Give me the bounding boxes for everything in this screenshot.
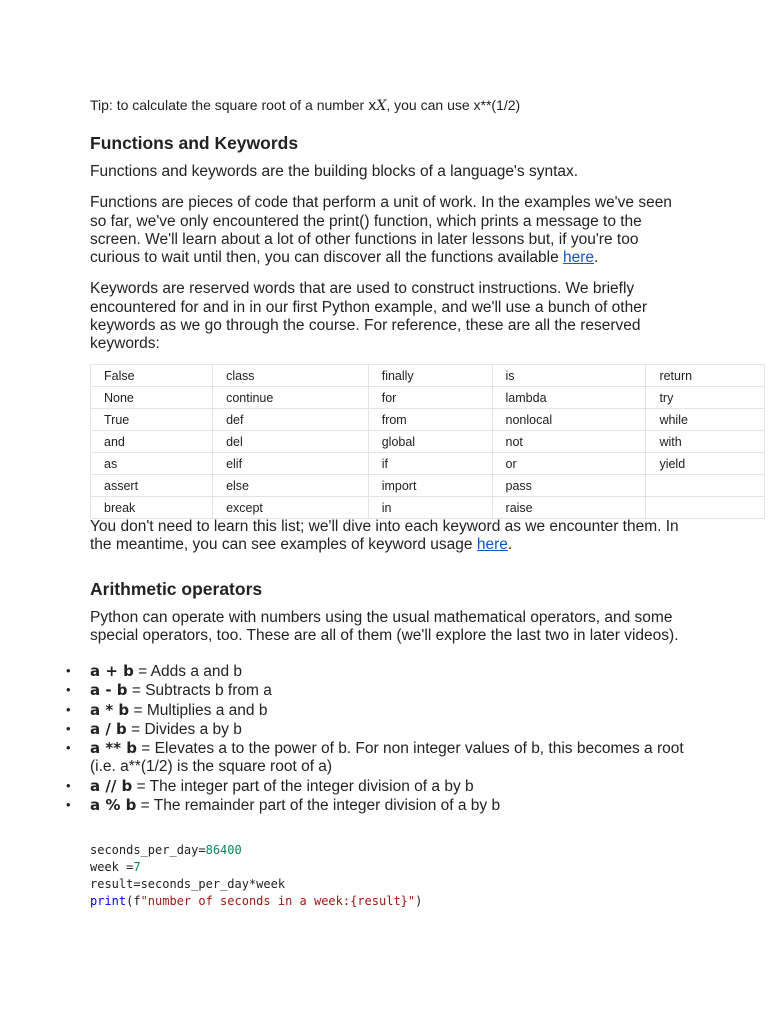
keyword-table-body xyxy=(91,365,765,519)
keyword-cell: while xyxy=(646,409,765,431)
keyword-cell: global xyxy=(368,431,492,453)
arithmetic-intro: Python can operate with numbers using the usual mathematical operators, and some special operators, too. These are all of them (we'll explore the last two in later videos). xyxy=(90,608,679,644)
keyword-cell: is xyxy=(492,365,646,387)
tip-text xyxy=(90,96,680,115)
operators-list xyxy=(90,662,690,815)
list-item xyxy=(90,681,690,700)
table-row xyxy=(91,409,765,431)
functions-here-link[interactable]: here xyxy=(563,249,595,267)
operator-expression: a // b xyxy=(90,776,133,795)
keywords-paragraph: Keywords are reserved words that are used to construct instructions. We briefly encountered for and in in our first Python example, and we'll use a bunch of other keywords as we go through the course. For reference, these are all the reserved keywords: xyxy=(90,280,647,353)
operator-description: = Multiplies a and b xyxy=(129,701,268,719)
after-table-text: You don't need to learn this list; we'll dive into each keyword as we encounter them. In the meantime, you can see examples of keyword usage xyxy=(90,518,679,554)
list-item xyxy=(90,662,690,681)
arithmetic-heading: Arithmetic operators xyxy=(90,578,263,599)
operator-expression: a - b xyxy=(90,681,128,700)
keyword-cell: else xyxy=(213,475,369,497)
keyword-cell: assert xyxy=(91,475,213,497)
keyword-cell: raise xyxy=(492,497,646,519)
table-row xyxy=(91,475,765,497)
code-line4-open: (f xyxy=(126,894,141,908)
keyword-cell: for xyxy=(368,387,492,409)
code-block xyxy=(90,842,422,910)
code-line1-var: seconds_per_day= xyxy=(90,843,206,857)
keyword-cell: yield xyxy=(646,453,765,475)
keyword-cell: class xyxy=(213,365,369,387)
list-item xyxy=(90,720,690,739)
functions-paragraph: Functions are pieces of code that perform a unit of work. In the examples we've seen so far, we've only encountered the print() function, which prints a message to the screen. We'll learn about a lot of other functions in later lessons but, if you're too curious to wait until then, you can discover all the functions available here. xyxy=(90,194,672,267)
after-table-paragraph: You don't need to learn this list; we'll dive into each keyword as we encounter them. In the meantime, you can see examples of keyword usage here. xyxy=(90,518,679,554)
code-line2-var: week = xyxy=(90,860,134,874)
code-line4-string: "number of seconds in a week:{result}" xyxy=(140,894,416,908)
keyword-usage-here-link[interactable]: here xyxy=(476,536,508,554)
tip-before: Tip: to calculate the square root of a number xyxy=(90,97,369,113)
table-row xyxy=(91,431,765,453)
code-line4-close: ) xyxy=(415,894,423,908)
list-item xyxy=(90,796,690,815)
keyword-cell: and xyxy=(91,431,213,453)
after-table-section xyxy=(90,518,680,658)
list-item xyxy=(90,701,690,720)
keyword-cell xyxy=(646,475,765,497)
operator-expression: a % b xyxy=(90,796,137,815)
tip-var-plain: x xyxy=(368,98,377,114)
list-item xyxy=(90,777,690,796)
keyword-cell: pass xyxy=(492,475,646,497)
code-line3: result=seconds_per_day*week xyxy=(90,877,286,891)
operator-description: = Elevates a to the power of b. For non integer values of b, this becomes a root (i.e. a**(1/2) is the square root of a) xyxy=(90,740,684,776)
operator-expression: a * b xyxy=(90,700,130,719)
keyword-cell: del xyxy=(213,431,369,453)
keyword-cell: True xyxy=(91,409,213,431)
keyword-cell: try xyxy=(646,387,765,409)
keyword-cell: break xyxy=(91,497,213,519)
operator-expression: a ** b xyxy=(90,739,137,758)
operator-description: = Subtracts b from a xyxy=(127,682,272,700)
keyword-cell: return xyxy=(646,365,765,387)
keyword-cell: except xyxy=(213,497,369,519)
code-line2-num: 7 xyxy=(133,860,141,874)
keyword-cell xyxy=(646,497,765,519)
operator-description: = Divides a by b xyxy=(126,720,242,738)
operator-description: = The integer part of the integer division of a by b xyxy=(132,777,474,795)
tip-after: , you can use x**(1/2) xyxy=(386,97,521,113)
table-row xyxy=(91,387,765,409)
article-body xyxy=(90,96,680,367)
functions-heading: Functions and Keywords xyxy=(90,133,299,153)
keyword-cell: not xyxy=(492,431,646,453)
table-row xyxy=(91,453,765,475)
keyword-cell: as xyxy=(91,453,213,475)
functions-paragraph-text: Functions are pieces of code that perform a unit of work. In the examples we've seen so far, we've only encountered the print() function, which prints a message to the screen. We'll learn about a lot of other functions in later lessons but, if you're too curious to wait until then, you can discover all the functions available xyxy=(90,194,672,267)
keyword-cell: or xyxy=(492,453,646,475)
keyword-cell: lambda xyxy=(492,387,646,409)
keyword-cell: import xyxy=(368,475,492,497)
code-line1-num: 86400 xyxy=(205,843,242,857)
keyword-cell: elif xyxy=(213,453,369,475)
code-line4-fn: print xyxy=(90,894,127,908)
tip-var-italic: X xyxy=(376,98,387,114)
keyword-cell: False xyxy=(91,365,213,387)
operator-expression: a / b xyxy=(90,719,127,738)
operator-description: = The remainder part of the integer division of a by b xyxy=(136,797,501,815)
operator-expression: a + b xyxy=(90,662,134,680)
tip-math xyxy=(368,98,386,114)
keyword-cell: if xyxy=(368,453,492,475)
keyword-cell: finally xyxy=(368,365,492,387)
keyword-cell: continue xyxy=(213,387,369,409)
keyword-table xyxy=(90,364,765,519)
keyword-cell: with xyxy=(646,431,765,453)
list-item xyxy=(90,739,690,777)
keyword-cell: None xyxy=(91,387,213,409)
keyword-cell: nonlocal xyxy=(492,409,646,431)
functions-intro: Functions and keywords are the building blocks of a language's syntax. xyxy=(90,163,579,180)
keyword-cell: from xyxy=(368,409,492,431)
keyword-cell: def xyxy=(213,409,369,431)
table-row xyxy=(91,497,765,519)
table-row xyxy=(91,365,765,387)
keyword-cell: in xyxy=(368,497,492,519)
operator-description: = Adds a and b xyxy=(133,663,243,680)
